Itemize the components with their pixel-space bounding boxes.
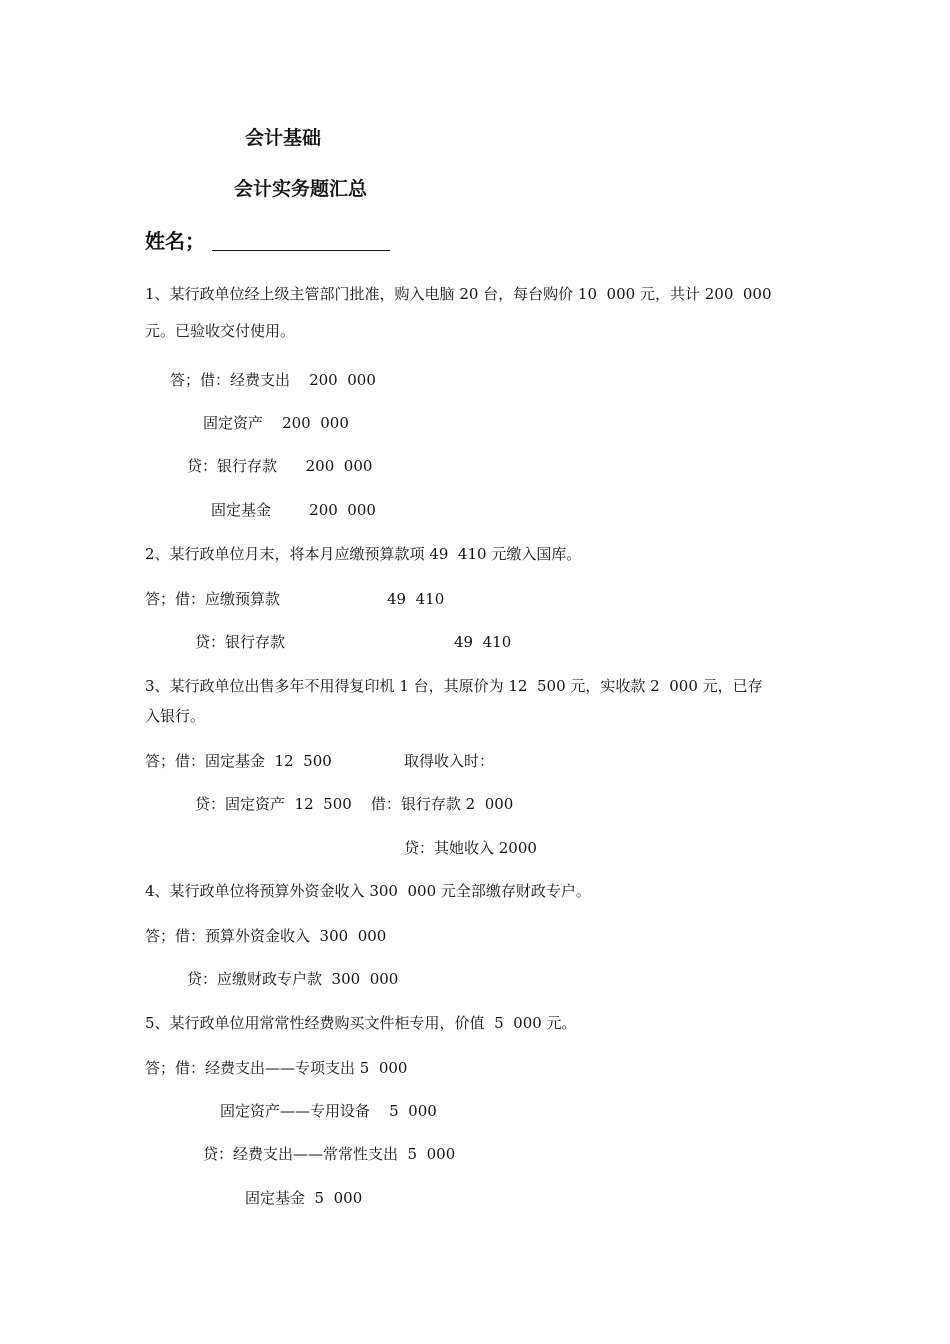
name-label: 姓名； — [145, 229, 205, 253]
q2-answer-debit-amount: 49 410 — [387, 590, 445, 608]
q2-answer-credit: 贷：银行存款 — [195, 633, 286, 651]
q3-text-line2: 入银行。 — [145, 707, 206, 725]
q3-answer-income-credit: 贷：其她收入 2000 — [404, 839, 537, 857]
q1-answer-debit2: 固定资产 200 000 — [203, 414, 349, 432]
q4-text-line1: 4、某行政单位将预算外资金收入 300 000 元全部缴存财政专户。 — [145, 882, 591, 900]
q3-answer-debit: 答；借：固定基金 12 500 — [145, 752, 332, 770]
q5-answer-debit2: 固定资产——专用设备 5 000 — [220, 1102, 437, 1120]
q1-text-line1: 1、某行政单位经上级主管部门批准，购入电脑 20 台，每台购价 10 000 元，共计 200 000 — [145, 285, 772, 303]
q4-answer-debit: 答；借：预算外资金收入 300 000 — [145, 927, 387, 945]
doc-title: 会计基础 — [245, 127, 322, 149]
q2-answer-debit: 答；借：应缴预算款 — [145, 590, 281, 608]
q4-answer-credit: 贷：应缴财政专户款 300 000 — [187, 970, 399, 988]
q1-text-line2: 元。已验收交付使用。 — [145, 322, 296, 340]
q1-answer-credit2: 固定基金 200 000 — [211, 501, 376, 519]
q3-text-line1: 3、某行政单位出售多年不用得复印机 1 台，其原价为 12 500 元，实收款 2 000 元，已存 — [145, 677, 763, 695]
q5-answer-debit1: 答；借：经费支出——专项支出 5 000 — [145, 1059, 408, 1077]
name-blank-line — [212, 250, 390, 251]
q5-answer-credit1: 贷：经费支出——常常性支出 5 000 — [203, 1145, 456, 1163]
q2-text-line1: 2、某行政单位月末，将本月应缴预算款项 49 410 元缴入国库。 — [145, 545, 582, 563]
doc-subtitle: 会计实务题汇总 — [234, 178, 368, 200]
q1-answer-debit1: 答；借：经费支出 200 000 — [170, 371, 376, 389]
q1-answer-credit1: 贷：银行存款 200 000 — [187, 457, 373, 475]
q5-text-line1: 5、某行政单位用常常性经费购买文件柜专用，价值 5 000 元。 — [145, 1014, 577, 1032]
q2-answer-credit-amount: 49 410 — [454, 633, 512, 651]
q3-answer-income-heading: 取得收入时： — [404, 752, 495, 770]
q3-answer-credit: 贷：固定资产 12 500 借：银行存款 2 000 — [195, 795, 514, 813]
q5-answer-credit2: 固定基金 5 000 — [245, 1189, 363, 1207]
